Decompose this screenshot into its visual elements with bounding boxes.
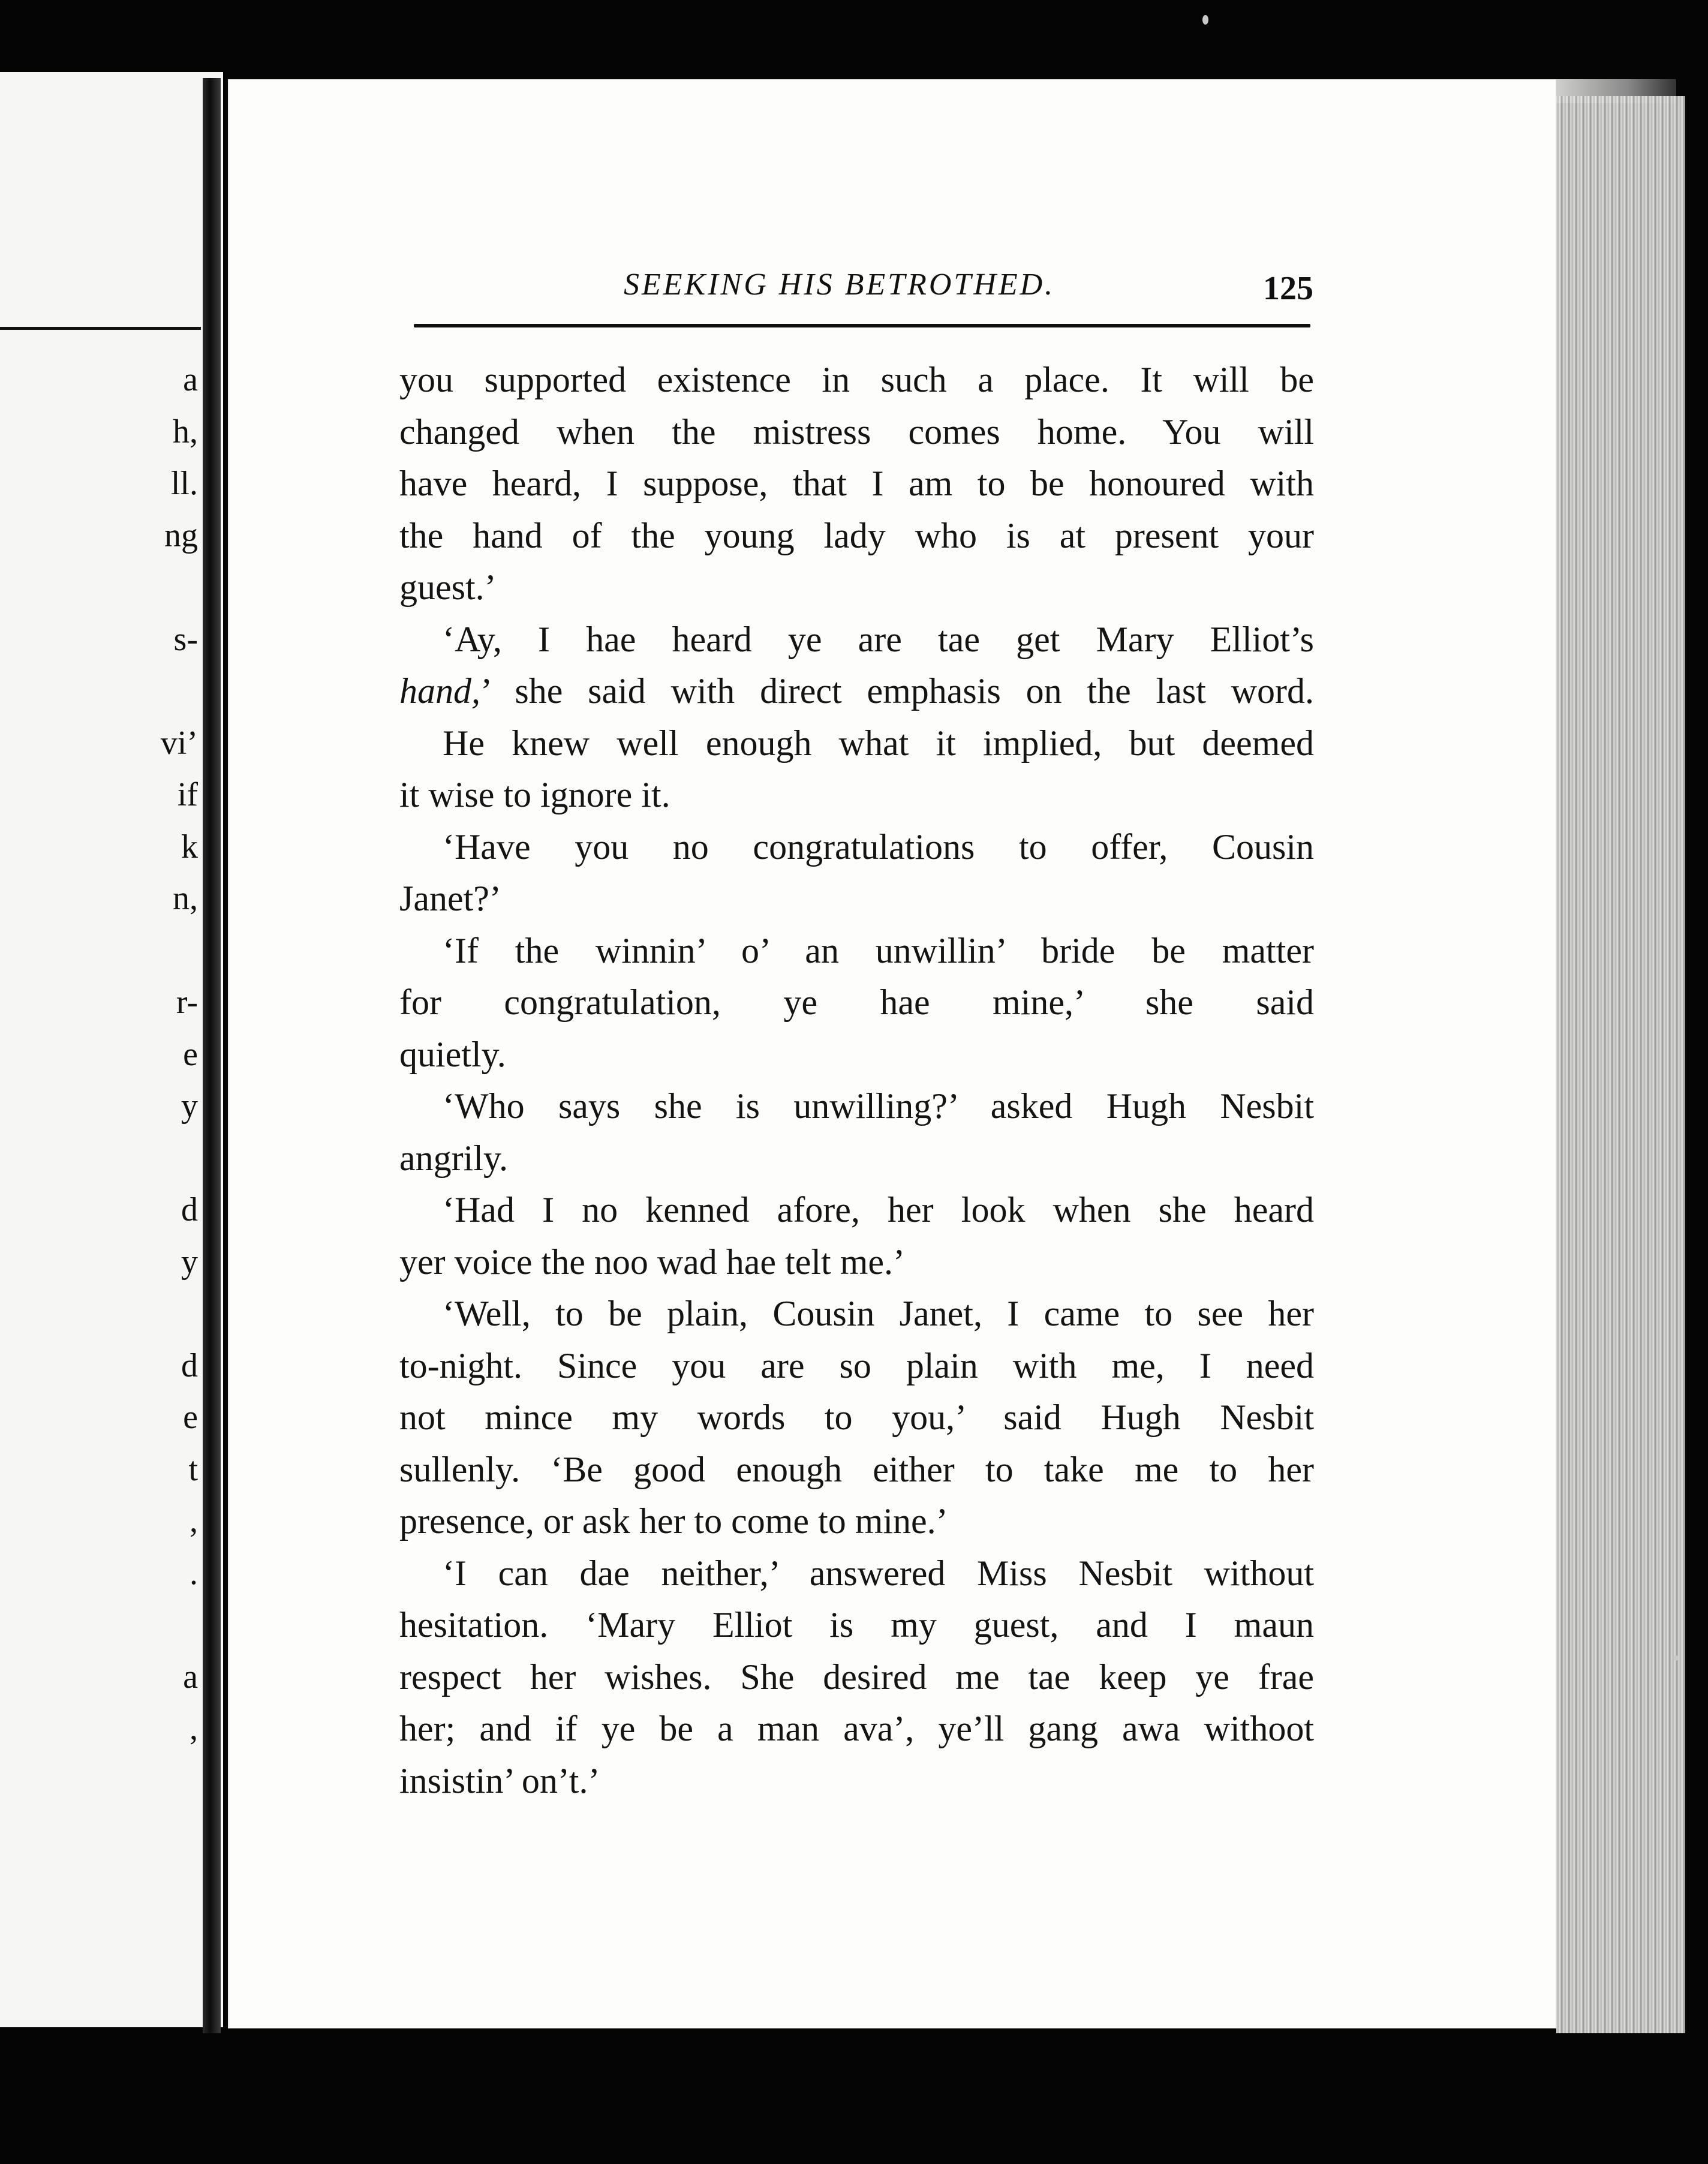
text-line (399, 1703, 1314, 1755)
line-text: insistin’ on’t.’ (399, 1760, 600, 1801)
left-page-fragment: ll. (170, 465, 198, 502)
line-text: not mince my words to you,’ said Hugh Nesbit (399, 1397, 1314, 1437)
left-page-text-fragments (0, 354, 198, 1755)
line-text: the hand of the young lady who is at present your (399, 515, 1314, 555)
line-text: yer voice the noo wad hae telt me.’ (399, 1242, 905, 1282)
left-page-fragment: e (183, 1399, 198, 1436)
text-line (399, 717, 1314, 770)
line-text: respect her wishes. She desired me tae keep ye frae (399, 1657, 1314, 1697)
page-number: 125 (1263, 270, 1313, 307)
line-text: changed when the mistress comes home. You will (399, 411, 1314, 452)
left-page-fragment: s- (173, 620, 198, 658)
text-line (399, 976, 1314, 1029)
text-line (399, 1651, 1314, 1703)
left-page-fragment: d (181, 1347, 198, 1384)
text-line (399, 1184, 1314, 1236)
left-page-fragment (0, 1288, 198, 1340)
line-text: her; and if ye be a man ava’, ye’ll gang awa withoot (399, 1709, 1314, 1748)
left-page-fragment (0, 1132, 198, 1185)
left-page-fragment: n, (173, 880, 198, 917)
left-page-fragment: , (190, 1710, 198, 1747)
text-line (399, 1288, 1314, 1340)
text-line (399, 1444, 1314, 1496)
text-line (399, 873, 1314, 925)
line-text: sullenly. ‘Be good enough either to take me to her (399, 1449, 1314, 1489)
line-text: to-night. Since you are so plain with me, I need (399, 1345, 1314, 1385)
line-text: ‘If the winnin’ o’ an unwillin’ bride be matter (443, 930, 1314, 970)
scan-speck (1202, 15, 1208, 25)
line-text: guest.’ (399, 567, 497, 607)
text-line (399, 1340, 1314, 1392)
text-line (399, 458, 1314, 510)
text-line (399, 406, 1314, 458)
left-page-fragment: if (177, 776, 198, 813)
text-line (399, 1080, 1314, 1132)
text-line (399, 769, 1314, 821)
left-page-fragment: k (181, 828, 198, 865)
scan-speck (1673, 1655, 1679, 1661)
left-page-fragment: y (181, 1087, 198, 1125)
left-page-fragment: d (181, 1191, 198, 1228)
text-line (399, 1547, 1314, 1600)
line-text: He knew well enough what it implied, but deemed (443, 723, 1314, 763)
text-line (399, 1391, 1314, 1444)
line-text: ‘I can dae neither,’ answered Miss Nesbit without (443, 1553, 1314, 1593)
left-page-fragment (0, 925, 198, 977)
book-gutter (203, 78, 221, 2033)
text-line (399, 1755, 1314, 1807)
line-text: quietly. (399, 1034, 506, 1074)
line-text: ‘Had I no kenned afore, her look when she heard (443, 1190, 1314, 1230)
header-rule (414, 324, 1310, 327)
line-text: have heard, I suppose, that I am to be honoured with (399, 464, 1314, 503)
line-text: you supported existence in such a place. It will be (399, 360, 1314, 399)
line-text: it wise to ignore it. (399, 775, 670, 814)
line-text: for congratulation, ye hae mine,’ she said (399, 982, 1314, 1022)
text-line (399, 821, 1314, 873)
left-page-fragment: a (183, 361, 198, 398)
page-header (624, 267, 1313, 309)
left-page-fragment: ng (164, 516, 198, 554)
text-line (399, 614, 1314, 666)
left-page-fragment (0, 1599, 198, 1651)
left-page-fragment: vi’ (160, 724, 198, 762)
text-line (399, 510, 1314, 562)
line-text: presence, or ask her to come to mine.’ (399, 1501, 948, 1541)
left-page-fragment (0, 561, 198, 614)
left-page-rule (0, 327, 201, 330)
text-line (399, 1029, 1314, 1081)
line-text: ‘Have you no congratulations to offer, Cousin (443, 826, 1314, 867)
left-page-fragment: , (190, 1502, 198, 1540)
text-line (399, 665, 1314, 717)
text-line (399, 354, 1314, 406)
text-line (399, 561, 1314, 614)
line-text: hesitation. ‘Mary Elliot is my guest, and I maun (399, 1605, 1314, 1645)
left-page-fragment: . (190, 1554, 198, 1592)
left-page-fragment: r- (176, 984, 198, 1021)
left-page-fragment (0, 665, 198, 717)
line-text: ’ she said with direct emphasis on the last word. (480, 671, 1314, 711)
text-line (399, 1599, 1314, 1651)
italic-word: hand, (399, 671, 480, 711)
line-text: ‘Who says she is unwilling?’ asked Hugh Nesbit (443, 1086, 1314, 1126)
left-page-fragment: y (181, 1243, 198, 1281)
line-text: Janet?’ (399, 879, 501, 918)
left-page-fragment: t (188, 1450, 198, 1488)
text-line (399, 1132, 1314, 1185)
page-edges (1556, 96, 1685, 2033)
left-page-fragment: a (183, 1658, 198, 1696)
line-text: ‘Ay, I hae heard ye are tae get Mary Elliot’s (443, 619, 1314, 659)
left-page-fragment: h, (173, 413, 198, 450)
text-line (399, 1236, 1314, 1288)
text-line (399, 925, 1314, 977)
body-text (399, 354, 1314, 1807)
text-line (399, 1495, 1314, 1547)
line-text: ‘Well, to be plain, Cousin Janet, I came to see her (443, 1294, 1314, 1333)
running-head: SEEKING HIS BETROTHED. (624, 268, 1056, 302)
line-text: angrily. (399, 1138, 509, 1178)
left-page-fragment: e (183, 1035, 198, 1073)
